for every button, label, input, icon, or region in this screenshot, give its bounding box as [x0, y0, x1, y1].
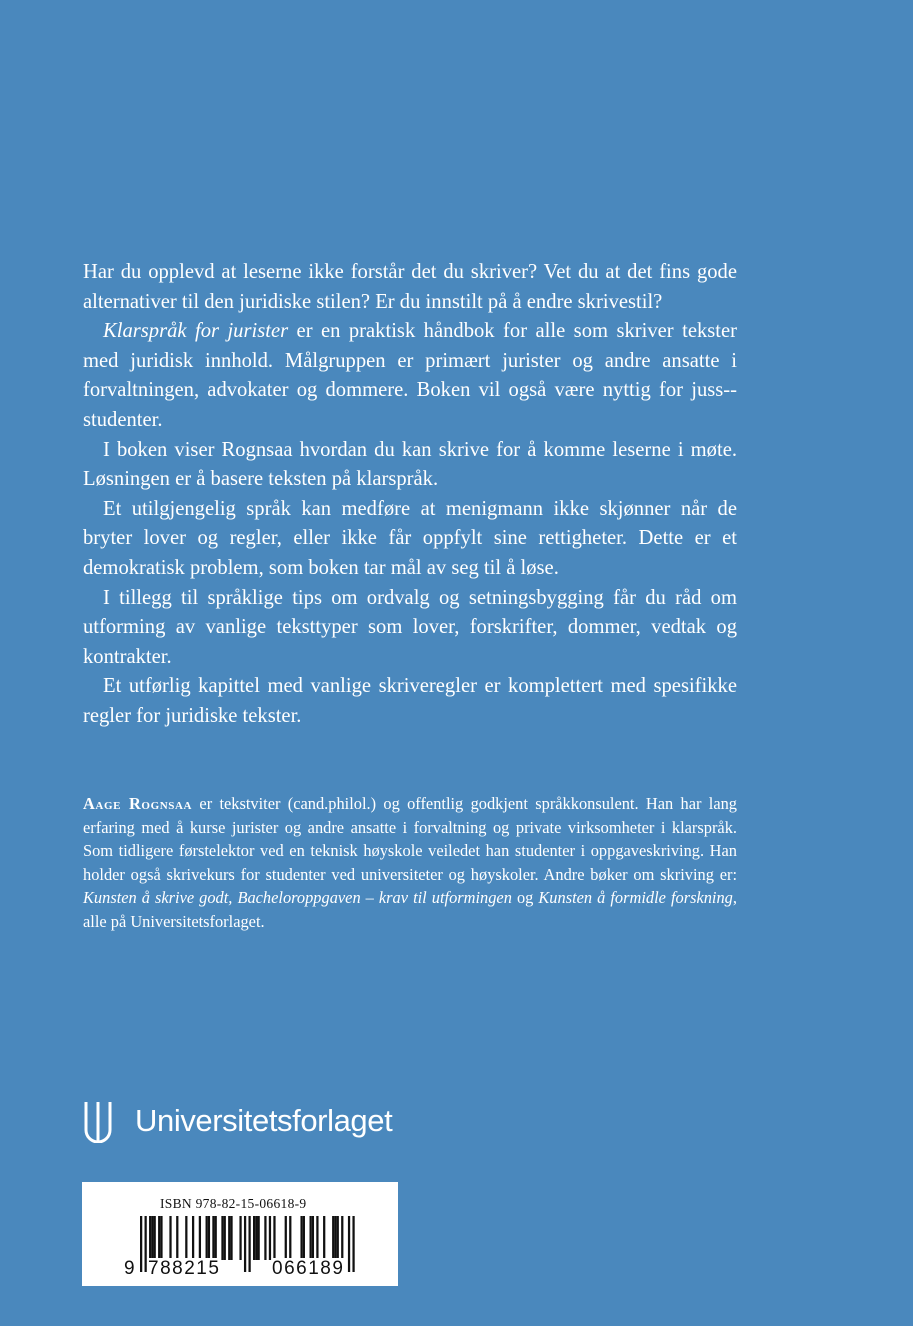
barcode-bar	[149, 1216, 151, 1260]
author-book-1: Kunsten å skrive godt, Bacheloroppgaven – krav til utformingen	[83, 888, 512, 908]
barcode-bar	[169, 1216, 171, 1260]
book-title: Klarspråk for jurister	[103, 320, 289, 343]
publisher-mark	[83, 1099, 392, 1143]
barcode-bar	[158, 1216, 160, 1260]
barcode-bar	[253, 1216, 255, 1260]
barcode-bar	[258, 1216, 260, 1260]
blurb-paragraph-3: I boken viser Rognsaa hvordan du kan skrive for å komme leserne i møte. Løsningen er å basere teksten på klarspråk.	[83, 438, 737, 491]
barcode-bar	[185, 1216, 187, 1260]
barcode-bar	[160, 1216, 162, 1260]
blurb-paragraph-1: Har du opplevd at leserne ikke forstår det du skriver? Vet du at det fins gode alternativer til den juridiske stilen? Er du innstilt på å endre skrivestil?	[83, 261, 737, 313]
isbn-label: ISBN 978-82-15-06618-9	[160, 1196, 307, 1211]
barcode-bar	[289, 1216, 291, 1260]
barcode-bar	[145, 1216, 147, 1272]
barcode-bar	[300, 1216, 302, 1260]
barcode-bar	[244, 1216, 246, 1272]
isbn-barcode	[82, 1182, 398, 1286]
barcode-bar	[303, 1216, 305, 1260]
barcode-bar	[285, 1216, 287, 1260]
barcode-bar	[337, 1216, 339, 1260]
barcode-first-digit: 9	[124, 1258, 137, 1279]
barcode-bar	[192, 1216, 194, 1260]
barcode-bar	[334, 1216, 336, 1260]
barcode-bar	[273, 1216, 275, 1260]
barcode-bar	[332, 1216, 334, 1260]
barcode-bar	[228, 1216, 230, 1260]
barcode-bar	[151, 1216, 153, 1260]
barcode-right-digits: 066189	[272, 1258, 345, 1279]
barcode-bar	[341, 1216, 343, 1260]
barcode-bar	[199, 1216, 201, 1260]
blurb-text	[83, 258, 737, 732]
blurb-paragraph-4: Et utilgjengelig språk kan medføre at menigmann ikke skjønner når de bryter lover og regler, eller ikke får oppfylt sine rettigheter. Dette er et demokratisk problem, som boken tar mål av seg til å løse.	[83, 497, 737, 579]
barcode-bar	[264, 1216, 266, 1260]
barcode-bar	[215, 1216, 217, 1260]
barcode-bar	[316, 1216, 318, 1260]
author-bio-text-3: , alle på Universitetsforlaget.	[83, 888, 737, 931]
barcode-bar	[323, 1216, 325, 1260]
blurb-paragraph-6: Et utførlig kapittel med vanlige skriveregler er komplettert med spesifikke regler for juridiske tekster.	[83, 675, 737, 727]
barcode-bar	[230, 1216, 232, 1260]
barcode-bar	[176, 1216, 178, 1260]
barcode-left-digits: 788215	[148, 1258, 221, 1279]
barcode-bar	[269, 1216, 271, 1260]
author-bio-text-2: og	[511, 888, 539, 908]
barcode-bar	[224, 1216, 226, 1260]
author-bio-paragraph	[83, 792, 737, 934]
barcode-bar	[239, 1216, 241, 1260]
blurb-paragraph-2-rest: er en praktisk håndbok for alle som skriver tekster med juridisk innhold. Målgruppen er primært jurister og andre ansatte i forvaltningen, advokater og dommere. Boken vil også være nyttig for juss-studenter.	[83, 320, 737, 431]
publisher-name: Universitetsforlaget	[135, 1103, 393, 1138]
blurb-paragraph-2	[83, 317, 737, 435]
barcode-bar	[140, 1216, 142, 1272]
barcode-bar	[248, 1216, 250, 1272]
barcode-bar	[348, 1216, 350, 1272]
universitetsforlaget-logo-icon	[83, 1099, 113, 1143]
author-book-2: Kunsten å formidle forskning	[538, 888, 733, 908]
author-bio	[83, 792, 737, 934]
barcode-bar	[255, 1216, 257, 1260]
barcode-bar	[312, 1216, 314, 1260]
barcode-bar	[206, 1216, 208, 1260]
barcode-bar	[212, 1216, 214, 1260]
author-bio-text-1: er tekstviter (cand.philol.) og offentlig godkjent språkkonsulent. Han har lang erfaring med å kurse jurister og andre ansatte i forvaltning og private virksomheter i klarspråk. Som tidligere førstelektor ved en teknisk høyskole veiledet han studenter i oppgaveskriving. Han holder også skrivekurs for studenter ved universiteter og høyskoler. Andre bøker om skriving er:	[83, 794, 737, 884]
author-name: Aage Rognsaa	[83, 794, 193, 813]
barcode-bar	[208, 1216, 210, 1260]
barcode-bar	[154, 1216, 156, 1260]
barcode-bar	[352, 1216, 354, 1272]
blurb-paragraph-5: I tillegg til språklige tips om ordvalg og setningsbygging får du råd om utforming av vanlige teksttyper som lover, forskrifter, dommer, vedtak og kontrakter.	[83, 586, 737, 668]
barcode-bar	[310, 1216, 312, 1260]
barcode-bar	[221, 1216, 223, 1260]
